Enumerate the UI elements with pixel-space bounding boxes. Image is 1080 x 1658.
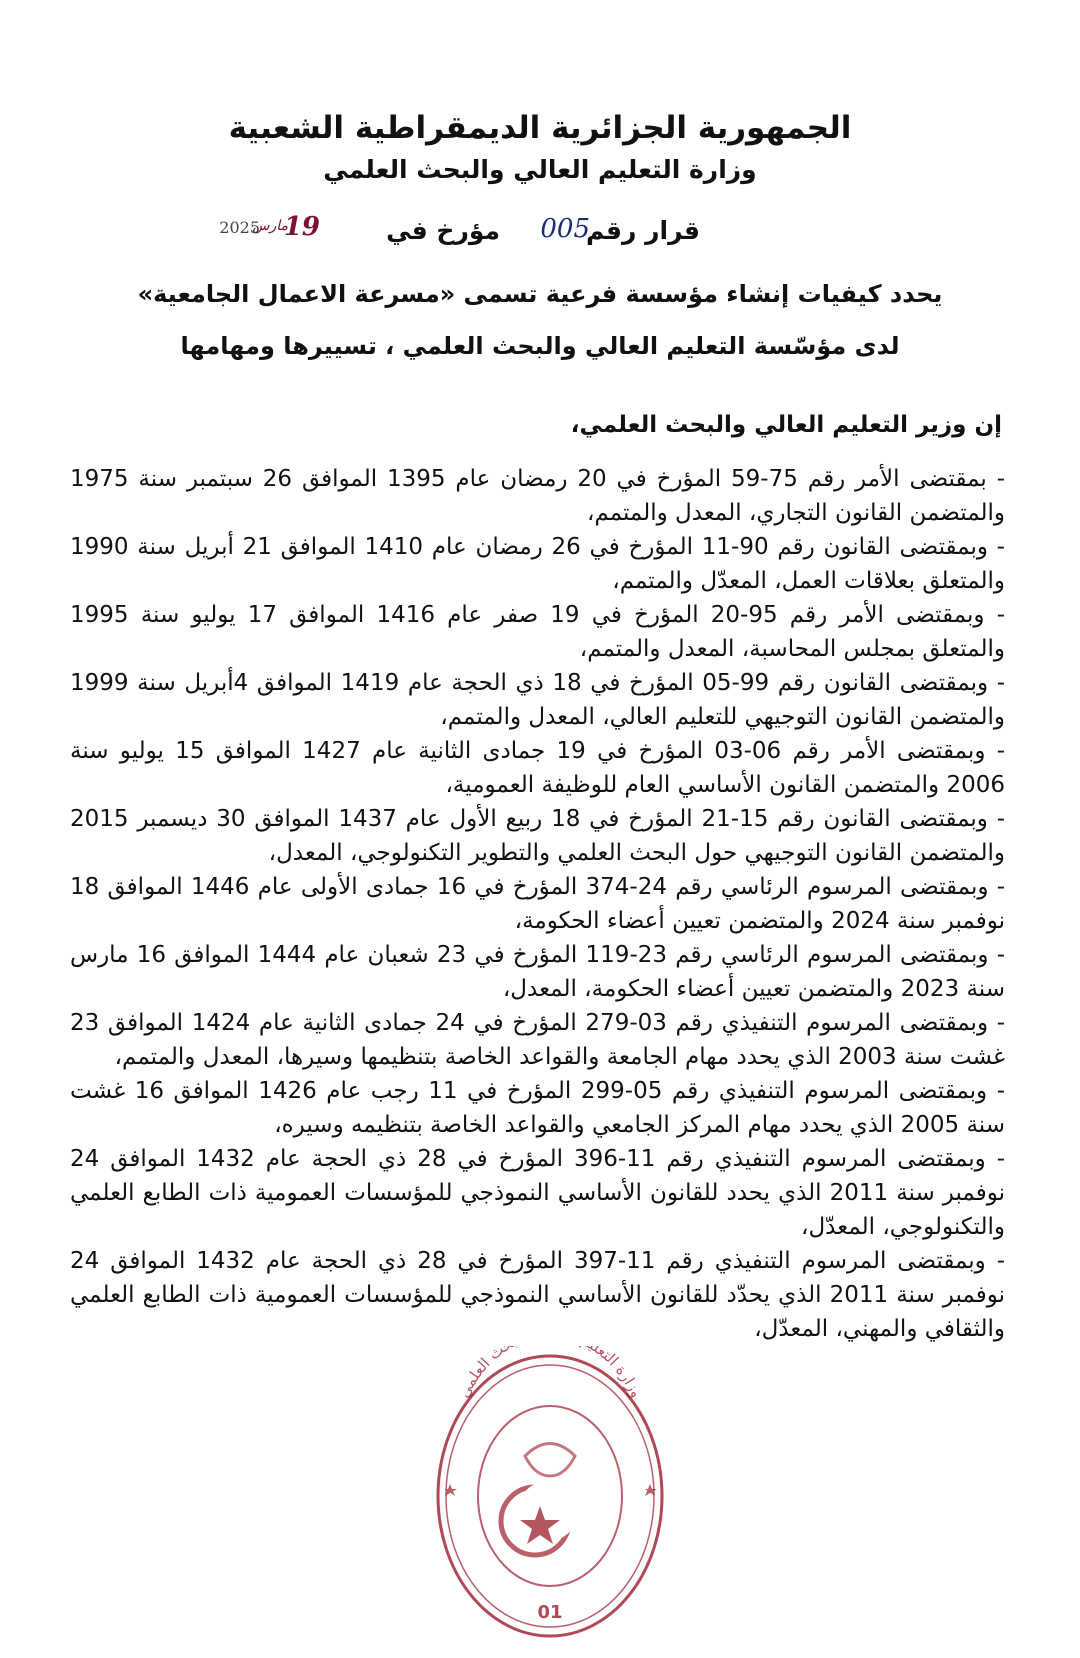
clause-item: - بمقتضى الأمر رقم 75-59 المؤرخ في 20 رمضان عام 1395 الموافق 26 سبتمبر سنة 1975 والمتضمن القانون التجاري، المعدل والمتمم، xyxy=(70,466,1006,526)
clause-item: - وبمقتضى المرسوم الرئاسي رقم 24-374 المؤرخ في 16 جمادى الأولى عام 1446 الموافق 18 نوفمبر سنة 2024 والمتضمن تعيين أعضاء الحكومة، xyxy=(70,874,1006,934)
star-icon xyxy=(645,1484,657,1496)
clause-item: - وبمقتضى المرسوم التنفيذي رقم 03-279 المؤرخ في 24 جمادى الثانية عام 1424 الموافق 23 غشت سنة 2003 الذي يحدد مهام الجامعة والقواعد الخاصة بتنظيمها وسيرها، المعدل والمتمم، xyxy=(70,1010,1005,1070)
clauses-list xyxy=(70,462,1005,1346)
clause-item: - وبمقتضى المرسوم الرئاسي رقم 23-119 المؤرخ في 23 شعبان عام 1444 الموافق 16 مارس سنة 2023 والمتضمن تعيين أعضاء الحكومة، المعدل، xyxy=(70,942,1005,1002)
decision-number: 005 xyxy=(540,214,590,244)
clause-item: - وبمقتضى المرسوم التنفيذي رقم 05-299 المؤرخ في 11 رجب عام 1426 الموافق 16 غشت سنة 2005 الذي يحدد مهام المركز الجامعي والقواعد الخاصة بتنظيمه وسيره، xyxy=(70,1078,1005,1138)
clause-item: - وبمقتضى القانون رقم 99-05 المؤرخ في 18 ذي الحجة عام 1419 الموافق 4أبريل سنة 1999 والمتضمن القانون التوجيهي للتعليم العالي، المعدل والمتمم، xyxy=(70,670,1006,730)
seal-graphic xyxy=(430,1346,670,1646)
subject-line-1: يحدد كيفيات إنشاء مؤسسة فرعية تسمى «مسرعة الاعمال الجامعية» xyxy=(137,280,943,308)
clause-item: - وبمقتضى القانون رقم 90-11 المؤرخ في 26 رمضان عام 1410 الموافق 21 أبريل سنة 1990 والمتعلق بعلاقات العمل، المعدّل والمتمم، xyxy=(70,534,1005,594)
clause-item: - وبمقتضى المرسوم التنفيذي رقم 11-396 المؤرخ في 28 ذي الحجة عام 1432 الموافق 24 نوفمبر سنة 2011 الذي يحدد للقانون الأساسي النموذجي للمؤسسات العمومية ذات الطابع العلمي والتكنولوجي، المعدّل، xyxy=(70,1146,1006,1240)
ministry-title: وزارة التعليم العالي والبحث العلمي xyxy=(323,155,757,184)
date-day: 19 xyxy=(283,212,320,242)
subject-line-2: لدى مؤسّسة التعليم العالي والبحث العلمي ، تسييرها ومهامها xyxy=(180,332,900,360)
seal-number: 01 xyxy=(537,1602,563,1623)
clause-item: - وبمقتضى الأمر رقم 06-03 المؤرخ في 19 جمادى الثانية عام 1427 الموافق 15 يوليو سنة 2006 والمتضمن القانون الأساسي العام للوظيفة العمومية، xyxy=(70,738,1005,798)
decision-line xyxy=(200,212,700,252)
date-label: مؤرخ في xyxy=(386,216,500,245)
date-year: 2025 xyxy=(219,218,260,237)
official-seal xyxy=(430,1346,670,1646)
seal-ring-text: وزارة التعل ث العلمي xyxy=(454,1346,646,1401)
date-month: مارس xyxy=(252,218,288,234)
republic-title: الجمهورية الجزائرية الديمقراطية الشعبية xyxy=(228,110,852,146)
decision-label: قرار رقم xyxy=(586,216,700,245)
clause-item: - وبمقتضى المرسوم التنفيذي رقم 11-397 المؤرخ في 28 ذي الحجة عام 1432 الموافق 24 نوفمبر سنة 2011 الذي يحدّد للقانون الأساسي النموذجي للمؤسسات العمومية ذات الطابع العلمي والثقافي والمهني، المعدّل، xyxy=(70,1248,1006,1342)
clause-item: - وبمقتضى القانون رقم 15-21 المؤرخ في 18 ربيع الأول عام 1437 الموافق 30 ديسمبر 2015 والمتضمن القانون التوجيهي حول البحث العلمي والتطوير التكنولوجي، المعدل، xyxy=(70,806,1006,866)
emblem-hand-icon xyxy=(525,1444,575,1477)
clause-item: - وبمقتضى الأمر رقم 95-20 المؤرخ في 19 صفر عام 1416 الموافق 17 يوليو سنة 1995 والمتعلق بمجلس المحاسبة، المعدل والمتمم، xyxy=(70,602,1006,662)
opening-statement: إن وزير التعليم العالي والبحث العلمي، xyxy=(570,412,1002,438)
